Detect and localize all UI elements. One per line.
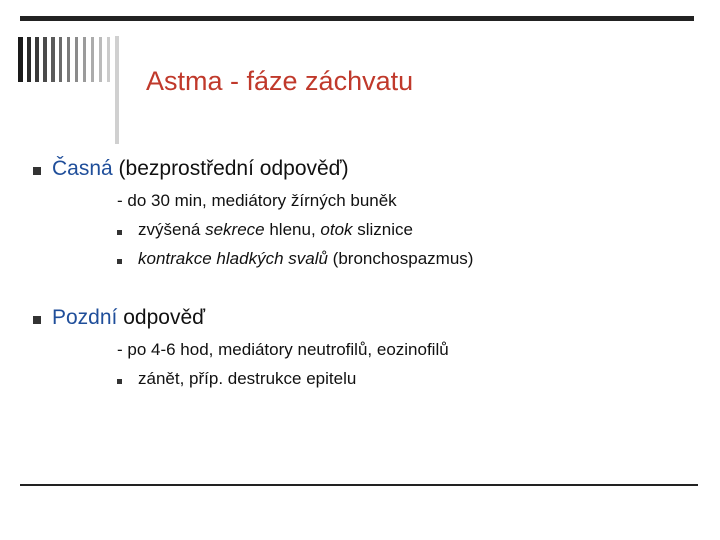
deco-bar: [83, 37, 86, 82]
heading-rest: odpověď: [117, 306, 206, 329]
deco-bar: [67, 37, 70, 82]
deco-bar: [91, 37, 94, 82]
deco-bar: [35, 37, 39, 82]
deco-bar: [18, 37, 23, 82]
bullet-square: [33, 316, 41, 324]
text-run: zvýšená: [138, 220, 206, 239]
text-run: zánět, příp. destrukce epitelu: [138, 369, 357, 388]
heading-rest: (bezprostřední odpověď): [112, 157, 349, 180]
deco-bar: [27, 37, 31, 82]
list-item: [138, 249, 473, 269]
bullet-square: [33, 167, 41, 175]
deco-bar: [107, 37, 110, 82]
list-item: [138, 220, 413, 240]
sub-dash-line: - do 30 min, mediátory žírných buněk: [117, 191, 397, 210]
deco-bar: [99, 37, 102, 82]
text-run-italic: otok: [320, 220, 353, 239]
text-run-italic: sekrece: [205, 220, 265, 239]
section-heading: [52, 306, 205, 330]
bullet-square: [117, 259, 122, 264]
bullet-square: [117, 230, 122, 235]
heading-colored: Časná: [52, 157, 113, 180]
deco-bar-long: [115, 36, 119, 144]
deco-bar: [43, 37, 47, 82]
deco-bar: [51, 37, 55, 82]
bullet-square: [117, 379, 122, 384]
text-run: hlenu,: [264, 220, 321, 239]
heading-colored: Pozdní: [52, 306, 118, 329]
bottom-rule: [20, 484, 698, 486]
text-run: (bronchospazmus): [327, 249, 474, 268]
text-run-italic: kontrakce hladkých svalů: [138, 249, 328, 268]
slide-title: Astma - fáze záchvatu: [146, 66, 414, 96]
decorative-bars: [0, 0, 140, 150]
sub-dash-line: - po 4-6 hod, mediátory neutrofilů, eozinofilů: [117, 340, 449, 359]
text-run: sliznice: [352, 220, 413, 239]
deco-bar: [75, 37, 78, 82]
section-heading: [52, 157, 349, 181]
deco-bar: [59, 37, 62, 82]
list-item: [138, 369, 356, 389]
